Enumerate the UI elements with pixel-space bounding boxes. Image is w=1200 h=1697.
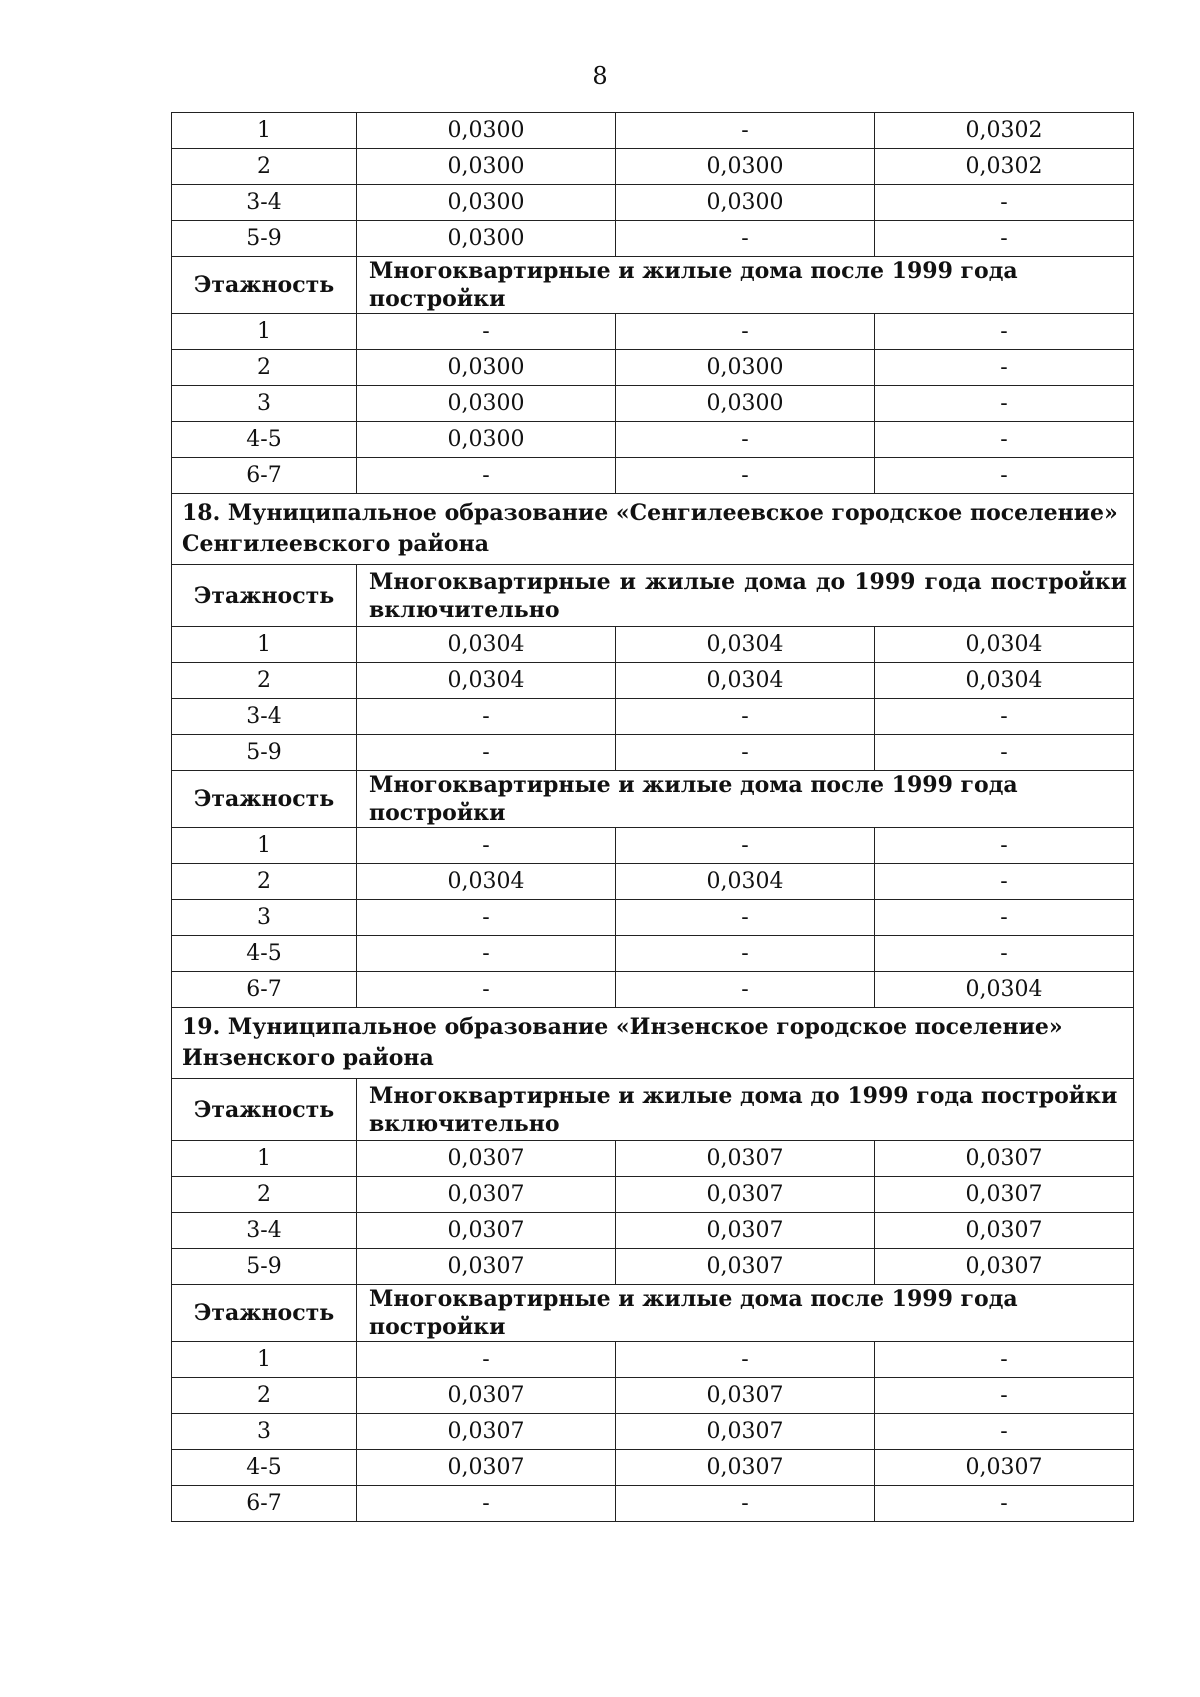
value-cell: - — [875, 314, 1134, 350]
value-cell: - — [616, 314, 875, 350]
section-title-row — [172, 494, 1134, 565]
table-row — [172, 1414, 1134, 1450]
value-cell: - — [875, 864, 1134, 900]
table-row — [172, 699, 1134, 735]
value-cell: 0,0307 — [616, 1177, 875, 1213]
table-row — [172, 627, 1134, 663]
floors-cell: 2 — [172, 350, 357, 386]
value-cell: - — [357, 828, 616, 864]
coefficient-table — [171, 112, 1134, 1522]
value-cell: 0,0304 — [357, 864, 616, 900]
value-cell: - — [357, 1486, 616, 1522]
group-header: Многоквартирные и жилые дома после 1999 года постройки — [357, 1285, 1134, 1342]
floors-cell: 1 — [172, 1141, 357, 1177]
value-cell: 0,0307 — [616, 1414, 875, 1450]
floors-cell: 5-9 — [172, 221, 357, 257]
subheader-row — [172, 771, 1134, 828]
value-cell: - — [875, 422, 1134, 458]
floors-cell: 3 — [172, 1414, 357, 1450]
floors-cell: 2 — [172, 149, 357, 185]
value-cell: - — [616, 422, 875, 458]
table-row — [172, 1342, 1134, 1378]
table-row — [172, 185, 1134, 221]
floors-header: Этажность — [172, 257, 357, 314]
value-cell: 0,0307 — [875, 1177, 1134, 1213]
page-number: 8 — [592, 62, 608, 90]
value-cell: - — [875, 386, 1134, 422]
value-cell: 0,0304 — [616, 627, 875, 663]
floors-cell: 5-9 — [172, 735, 357, 771]
floors-cell: 6-7 — [172, 458, 357, 494]
value-cell: - — [357, 314, 616, 350]
table-row — [172, 149, 1134, 185]
value-cell: - — [616, 699, 875, 735]
value-cell: - — [616, 458, 875, 494]
group-header: Многоквартирные и жилые дома до 1999 года постройки включительно — [357, 1079, 1134, 1141]
group-header: Многоквартирные и жилые дома после 1999 года постройки — [357, 257, 1134, 314]
floors-cell: 2 — [172, 1177, 357, 1213]
table-row — [172, 1486, 1134, 1522]
floors-header: Этажность — [172, 771, 357, 828]
value-cell: - — [357, 1342, 616, 1378]
table-row — [172, 1177, 1134, 1213]
value-cell: - — [357, 458, 616, 494]
value-cell: 0,0300 — [616, 350, 875, 386]
value-cell: - — [875, 1414, 1134, 1450]
value-cell: 0,0307 — [616, 1249, 875, 1285]
table-row — [172, 1450, 1134, 1486]
floors-cell: 2 — [172, 864, 357, 900]
table-row — [172, 828, 1134, 864]
value-cell: 0,0300 — [357, 386, 616, 422]
table-row — [172, 1141, 1134, 1177]
value-cell: - — [875, 221, 1134, 257]
floors-cell: 1 — [172, 314, 357, 350]
value-cell: 0,0304 — [616, 864, 875, 900]
subheader-row — [172, 565, 1134, 627]
value-cell: - — [875, 350, 1134, 386]
value-cell: 0,0307 — [357, 1378, 616, 1414]
value-cell: 0,0300 — [357, 221, 616, 257]
value-cell: - — [616, 936, 875, 972]
value-cell: - — [357, 699, 616, 735]
value-cell: 0,0307 — [357, 1414, 616, 1450]
value-cell: 0,0300 — [357, 113, 616, 149]
value-cell: 0,0307 — [616, 1450, 875, 1486]
value-cell: - — [875, 900, 1134, 936]
value-cell: 0,0300 — [616, 185, 875, 221]
subheader-row — [172, 257, 1134, 314]
table-row — [172, 386, 1134, 422]
section-title-row — [172, 1008, 1134, 1079]
value-cell: - — [875, 1486, 1134, 1522]
table-row — [172, 1213, 1134, 1249]
value-cell: - — [875, 699, 1134, 735]
floors-cell: 6-7 — [172, 1486, 357, 1522]
value-cell: - — [616, 900, 875, 936]
section-title: 18. Муниципальное образование «Сенгилеевское городское поселение» Сенгилеевского района — [172, 494, 1134, 565]
group-header: Многоквартирные и жилые дома после 1999 года постройки — [357, 771, 1134, 828]
value-cell: 0,0304 — [875, 972, 1134, 1008]
floors-cell: 3-4 — [172, 185, 357, 221]
value-cell: 0,0307 — [616, 1378, 875, 1414]
value-cell: 0,0307 — [357, 1450, 616, 1486]
table-row — [172, 113, 1134, 149]
value-cell: - — [616, 735, 875, 771]
value-cell: - — [357, 735, 616, 771]
floors-cell: 1 — [172, 1342, 357, 1378]
value-cell: 0,0304 — [357, 627, 616, 663]
table-row — [172, 314, 1134, 350]
table-row — [172, 936, 1134, 972]
value-cell: 0,0307 — [875, 1141, 1134, 1177]
value-cell: - — [616, 113, 875, 149]
table-row — [172, 1378, 1134, 1414]
value-cell: - — [357, 900, 616, 936]
table-row — [172, 221, 1134, 257]
section-title: 19. Муниципальное образование «Инзенское городское поселение» Инзенского района — [172, 1008, 1134, 1079]
value-cell: - — [357, 972, 616, 1008]
subheader-row — [172, 1079, 1134, 1141]
floors-cell: 2 — [172, 1378, 357, 1414]
floors-header: Этажность — [172, 565, 357, 627]
table-row — [172, 663, 1134, 699]
value-cell: 0,0307 — [357, 1249, 616, 1285]
floors-header: Этажность — [172, 1285, 357, 1342]
floors-cell: 4-5 — [172, 422, 357, 458]
table-row — [172, 972, 1134, 1008]
value-cell: - — [616, 972, 875, 1008]
value-cell: 0,0307 — [357, 1177, 616, 1213]
value-cell: - — [875, 1342, 1134, 1378]
group-header: Многоквартирные и жилые дома до 1999 года постройки включительно — [357, 565, 1134, 627]
floors-cell: 6-7 — [172, 972, 357, 1008]
floors-cell: 1 — [172, 627, 357, 663]
subheader-row — [172, 1285, 1134, 1342]
value-cell: 0,0300 — [357, 350, 616, 386]
value-cell: 0,0300 — [357, 185, 616, 221]
value-cell: 0,0307 — [616, 1141, 875, 1177]
value-cell: 0,0307 — [616, 1213, 875, 1249]
value-cell: - — [875, 936, 1134, 972]
value-cell: 0,0307 — [357, 1141, 616, 1177]
floors-cell: 1 — [172, 828, 357, 864]
value-cell: 0,0304 — [875, 663, 1134, 699]
value-cell: 0,0300 — [616, 386, 875, 422]
value-cell: 0,0307 — [357, 1213, 616, 1249]
table-row — [172, 350, 1134, 386]
floors-cell: 2 — [172, 663, 357, 699]
value-cell: - — [875, 828, 1134, 864]
value-cell: - — [616, 828, 875, 864]
value-cell: - — [616, 1342, 875, 1378]
floors-cell: 3-4 — [172, 699, 357, 735]
value-cell: - — [357, 936, 616, 972]
value-cell: 0,0307 — [875, 1450, 1134, 1486]
value-cell: - — [875, 185, 1134, 221]
value-cell: - — [875, 1378, 1134, 1414]
floors-cell: 3-4 — [172, 1213, 357, 1249]
value-cell: 0,0300 — [357, 422, 616, 458]
floors-header: Этажность — [172, 1079, 357, 1141]
floors-cell: 5-9 — [172, 1249, 357, 1285]
floors-cell: 3 — [172, 386, 357, 422]
value-cell: - — [616, 1486, 875, 1522]
value-cell: - — [616, 221, 875, 257]
value-cell: 0,0300 — [616, 149, 875, 185]
table-row — [172, 735, 1134, 771]
value-cell: 0,0307 — [875, 1213, 1134, 1249]
floors-cell: 3 — [172, 900, 357, 936]
table-row — [172, 1249, 1134, 1285]
value-cell: - — [875, 458, 1134, 494]
table-row — [172, 864, 1134, 900]
value-cell: 0,0302 — [875, 113, 1134, 149]
table-row — [172, 422, 1134, 458]
value-cell: 0,0304 — [616, 663, 875, 699]
value-cell: 0,0304 — [875, 627, 1134, 663]
value-cell: 0,0300 — [357, 149, 616, 185]
value-cell: 0,0307 — [875, 1249, 1134, 1285]
value-cell: 0,0304 — [357, 663, 616, 699]
value-cell: 0,0302 — [875, 149, 1134, 185]
table-row — [172, 458, 1134, 494]
floors-cell: 1 — [172, 113, 357, 149]
floors-cell: 4-5 — [172, 936, 357, 972]
table-row — [172, 900, 1134, 936]
value-cell: - — [875, 735, 1134, 771]
floors-cell: 4-5 — [172, 1450, 357, 1486]
